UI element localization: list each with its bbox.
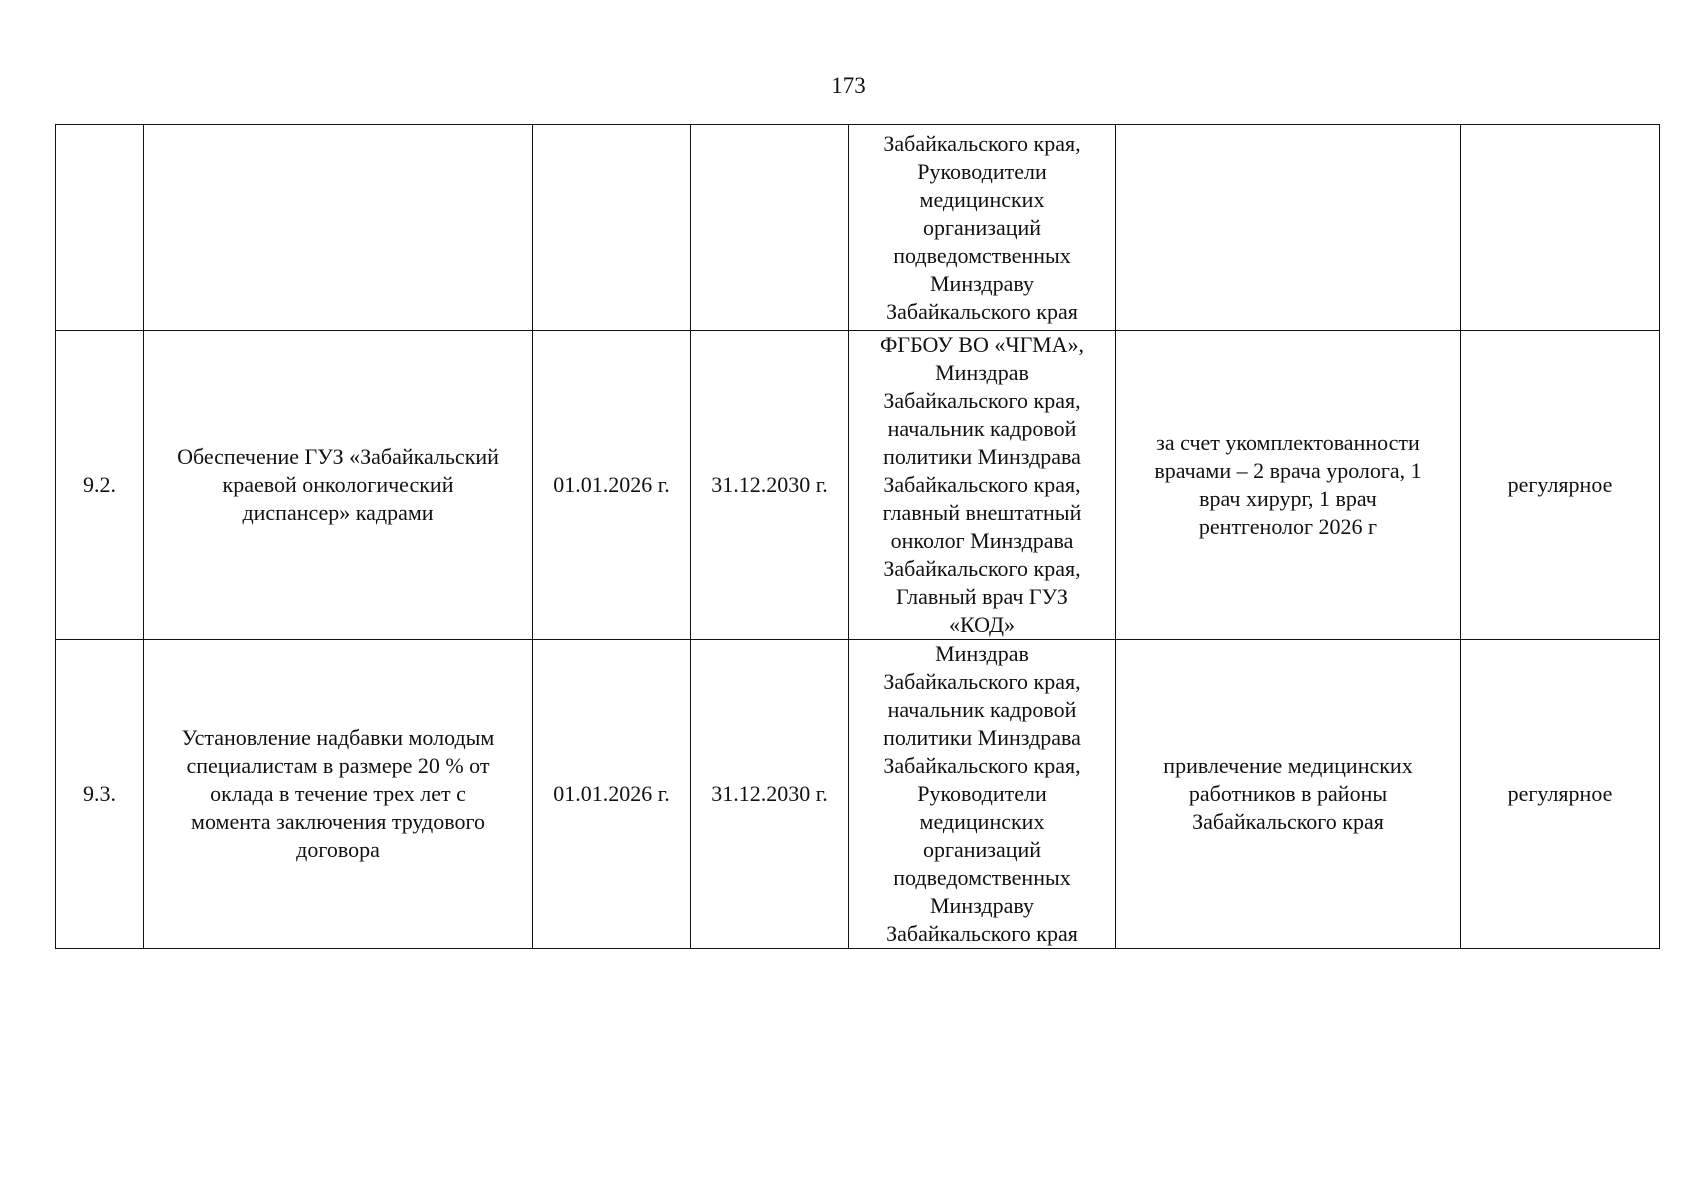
result-line: привлечение медицинских — [1163, 753, 1413, 778]
responsible-line: начальник кадровой — [887, 697, 1077, 722]
action-line: краевой онкологический — [222, 472, 454, 497]
page-number: 173 — [831, 73, 866, 98]
responsible-line: Забайкальского края, — [883, 753, 1081, 778]
action-line: специалистам в размере 20 % от — [186, 753, 490, 778]
table-row — [56, 125, 1660, 331]
table-row — [56, 331, 1660, 640]
responsible-line: Руководители — [917, 781, 1047, 806]
result-line: врач хирург, 1 врач — [1199, 486, 1377, 511]
table-row — [56, 640, 1660, 949]
cell-responsible — [849, 640, 1116, 949]
cell-result — [1116, 640, 1461, 949]
responsible-line: Забайкальского края, — [883, 388, 1081, 413]
responsible-line: главный внештатный — [882, 500, 1082, 525]
responsible-line: Забайкальского края, — [883, 556, 1081, 581]
responsible-line: Минздраву — [930, 270, 1034, 296]
responsible-line: подведомственных — [893, 242, 1071, 268]
responsible-line: Забайкальского края, — [883, 130, 1081, 156]
cell-result — [1116, 331, 1461, 640]
result-line: врачами – 2 врача уролога, 1 — [1154, 458, 1422, 483]
result-line: за счет укомплектованности — [1156, 430, 1420, 455]
cell-start-date: 01.01.2026 г. — [533, 331, 691, 640]
responsible-line: Забайкальского края, — [883, 472, 1081, 497]
cell-action — [144, 125, 533, 331]
cell-action — [144, 331, 533, 640]
responsible-line: медицинских — [919, 186, 1045, 212]
result-line: Забайкальского края — [1192, 809, 1384, 834]
cell-number: 9.3. — [56, 640, 144, 949]
action-line: оклада в течение трех лет с — [210, 781, 466, 806]
responsible-line: ФГБОУ ВО «ЧГМА», — [879, 332, 1085, 357]
cell-end-date: 31.12.2030 г. — [691, 640, 849, 949]
cell-end-date: 31.12.2030 г. — [691, 331, 849, 640]
action-line: Установление надбавки молодым — [181, 725, 495, 750]
cell-start-date — [533, 125, 691, 331]
responsible-line: «КОД» — [949, 612, 1015, 637]
responsible-line: Забайкальского края, — [883, 669, 1081, 694]
cell-type: регулярное — [1461, 331, 1660, 640]
responsible-line: медицинских — [919, 809, 1045, 834]
responsible-line: политики Минздрава — [883, 444, 1081, 469]
responsible-line: Минздрав — [935, 360, 1029, 385]
plan-table — [55, 124, 1660, 949]
responsible-line: Забайкальского края — [886, 298, 1078, 324]
cell-end-date — [691, 125, 849, 331]
action-line: договора — [296, 837, 380, 862]
responsible-line: Забайкальского края — [886, 921, 1078, 946]
cell-responsible — [849, 331, 1116, 640]
responsible-line: Минздрав — [935, 641, 1029, 666]
responsible-line: политики Минздрава — [883, 725, 1081, 750]
responsible-line: подведомственных — [893, 865, 1071, 890]
result-line: рентгенолог 2026 г — [1198, 514, 1378, 539]
result-line: работников в районы — [1188, 781, 1388, 806]
responsible-line: Минздраву — [930, 893, 1034, 918]
action-line: Обеспечение ГУЗ «Забайкальский — [177, 444, 499, 469]
cell-start-date: 01.01.2026 г. — [533, 640, 691, 949]
responsible-line: Руководители — [917, 158, 1047, 184]
cell-result — [1116, 125, 1461, 331]
cell-type: регулярное — [1461, 640, 1660, 949]
cell-number: 9.2. — [56, 331, 144, 640]
cell-responsible — [849, 125, 1116, 331]
action-line: диспансер» кадрами — [242, 500, 434, 525]
action-line: момента заключения трудового — [191, 809, 485, 834]
responsible-line: организаций — [922, 214, 1042, 240]
cell-type — [1461, 125, 1660, 331]
cell-number — [56, 125, 144, 331]
responsible-line: начальник кадровой — [887, 416, 1077, 441]
responsible-line: организаций — [922, 837, 1042, 862]
responsible-line: онколог Минздрава — [890, 528, 1074, 553]
responsible-line: Главный врач ГУЗ — [896, 584, 1068, 609]
cell-action — [144, 640, 533, 949]
